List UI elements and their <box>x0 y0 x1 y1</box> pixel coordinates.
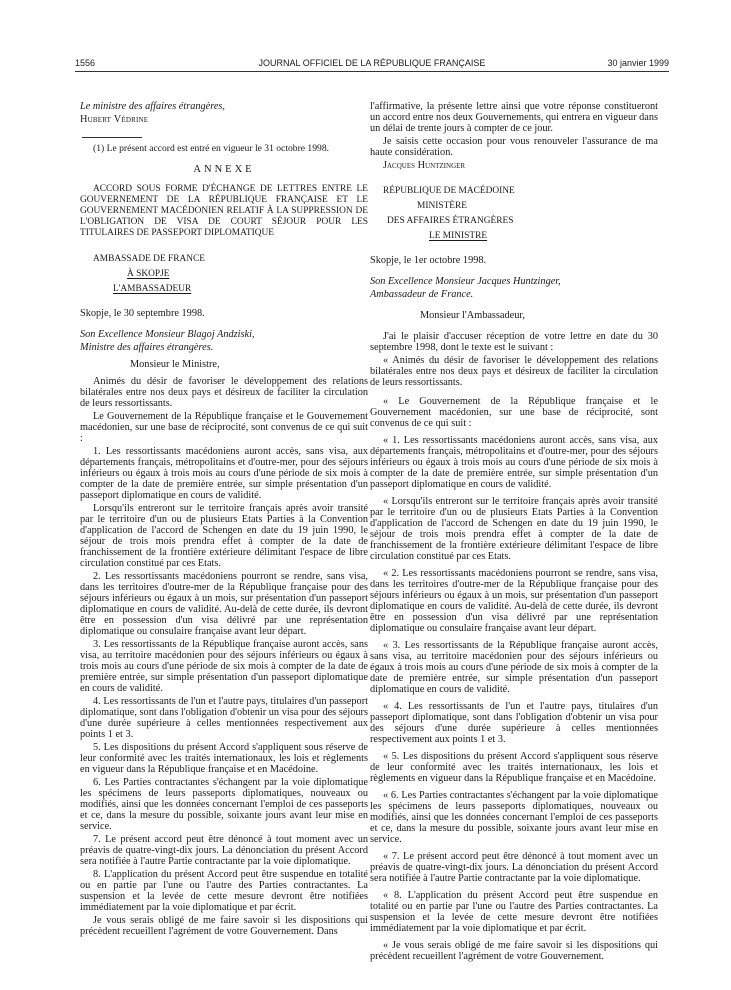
recipient-line-2: Ministre des affaires étrangères. <box>80 342 214 353</box>
quoted-paragraph: « 7. Le présent accord peut être dénoncé à tout moment avec un préavis de quatre-vingt-dix jours. La dénonciation du présent Accord sera notifiée à l'autre Partie contractante par la voie diplomatique. <box>370 851 658 884</box>
quoted-paragraph: « 8. L'application du présent Accord peut être suspendue en totalité ou en partie par l'une ou l'autre des Parties contractantes. La suspension et la levée de cette mesure devront être notifiées immédiatement par la voie diplomatique et par écrit. <box>370 890 658 934</box>
sender-address-line-4: LE MINISTRE <box>429 231 488 241</box>
page-number: 1556 <box>75 58 96 68</box>
salutation: Monsieur le Ministre, <box>130 359 220 370</box>
sender-address-line-2: MINISTÈRE <box>417 201 467 211</box>
body-paragraph: 2. Les ressortissants macédoniens pourront se rendre, sans visa, dans les territoires d'outre-mer de la République française pour des séjours inférieurs ou égaux à un mois, sur présentation d'un passeport diplomatique en cours de validité. Au-delà de cette durée, ils devront être en possession d'un visa délivré par une représentation diplomatique ou consulaire française avant leur départ. <box>80 571 368 637</box>
body-paragraph: Lorsqu'ils entreront sur le territoire français après avoir transité par le territoire d'un ou de plusieurs Etats Parties à la Convention d'application de l'accord de Schengen en date du 19 juin 1990, le séjour de trois mois prendra effet à compter de la date de franchissement de la frontière extérieure délimitant l'espace de libre circulation constitué par ces Etats. <box>80 503 368 569</box>
quoted-paragraph: « 2. Les ressortissants macédoniens pourront se rendre, sans visa, dans les territoires d'outre-mer de la République française pour des séjours inférieurs ou égaux à un mois, sur présentation d'un passeport diplomatique en cours de validité. Au-delà de cette durée, ils devront être en possession d'un visa délivré par une représentation diplomatique ou consulaire française avant leur départ. <box>370 568 658 634</box>
sender-address-line-1: RÉPUBLIQUE DE MACÉDOINE <box>383 186 515 196</box>
quoted-paragraph: « Je vous serais obligé de me faire savoir si les dispositions qui précèdent recueillent l'agrément de votre Gouvernement. <box>370 940 658 962</box>
right-column <box>370 101 658 964</box>
place-date: Skopje, le 1er octobre 1998. <box>370 255 487 266</box>
body-paragraph: 7. Le présent accord peut être dénoncé à tout moment avec un préavis de quatre-vingt-dix jours. La dénonciation du présent Accord sera notifiée à l'autre Partie contractante par la voie diplomatique. <box>80 834 368 867</box>
left-column <box>80 101 368 939</box>
body-paragraph: Animés du désir de favoriser le développement des relations bilatérales entre nos deux pays et désireux de faciliter la circulation de leurs ressortissants. <box>80 376 368 409</box>
footnote: (1) Le présent accord est entré en vigueur le 31 octobre 1998. <box>93 143 330 154</box>
quoted-paragraph: « 5. Les dispositions du présent Accord s'appliquent sous réserve de leur conformité avec les traités internationaux, les lois et règlements en vigueur dans la République française et en Macédoine. <box>370 751 658 784</box>
body-paragraph: 3. Les ressortissants de la République française auront accès, sans visa, au territoire macédonien pour des séjours inférieurs ou égaux à trois mois au cours d'une période de six mois à compter de la date de première entrée, sur simple présentation d'un passeport diplomatique en cours de validité. <box>80 639 368 694</box>
body-paragraph: 6. Les Parties contractantes s'échangent par la voie diplomatique les spécimens de leurs passeports diplomatiques, nouveaux ou modifiés, ainsi que les données concernant l'emploi de ces passeports et ce, dans la mesure du possible, soixante jours avant leur mise en service. <box>80 777 368 832</box>
salutation: Monsieur l'Ambassadeur, <box>420 310 525 321</box>
quoted-paragraph: « 4. Les ressortissants de l'un et l'autre pays, titulaires d'un passeport diplomatique, sont dans l'obligation d'obtenir un visa pour des séjours d'une durée supérieure à celles mentionnées respectivement aux points 1 et 3. <box>370 701 658 745</box>
footnote-rule <box>82 137 142 138</box>
recipient-line-1: Son Excellence Monsieur Blagoj Andziski, <box>80 329 255 340</box>
continuation-paragraph: l'affirmative, la présente lettre ainsi que votre réponse constitueront un accord entre nos deux Gouvernements, qui entrera en vigueur dans un délai de trente jours à compter de ce jour. <box>370 101 658 134</box>
quoted-paragraph: « 6. Les Parties contractantes s'échangent par la voie diplomatique les spécimens de leurs passeports diplomatiques, nouveaux ou modifiés, ainsi que les données concernant l'emploi de ces passeports et ce, dans la mesure du possible, soixante jours avant leur mise en service. <box>370 790 658 845</box>
issue-date: 30 janvier 1999 <box>607 58 669 68</box>
header-rule <box>75 71 669 72</box>
signer-name: Jacques Huntzinger <box>383 160 466 171</box>
place-date: Skopje, le 30 septembre 1998. <box>80 308 205 319</box>
signer-title: Le ministre des affaires étrangères, <box>80 101 226 112</box>
body-paragraph: Le Gouvernement de la République française et le Gouvernement macédonien, sur une base de réciprocité, sont convenus de ce qui suit : <box>80 411 368 444</box>
quoted-paragraph: « 1. Les ressortissants macédoniens auront accès, sans visa, aux départements français, métropolitains et d'outre-mer, pour des séjours inférieurs ou égaux à trois mois au cours d'une période de six mois à compter de la date de première entrée, sur simple présentation d'un passeport diplomatique en cours de validité. <box>370 435 658 490</box>
journal-title: JOURNAL OFFICIEL DE LA RÉPUBLIQUE FRANÇAISE <box>258 58 486 68</box>
recipient-line-2: Ambassadeur de France. <box>370 289 474 300</box>
accord-title: ACCORD SOUS FORME D'ÉCHANGE DE LETTRES ENTRE LE GOUVERNEMENT DE LA RÉPUBLIQUE FRANÇAISE ET LE GOUVERNEMENT MACÉDONIEN RELATIF À LA SUPPRESSION DE L'OBLIGATION DE VISA DE COURT SÉJOUR POUR LES TITULAIRES DE PASSEPORT DIPLOMATIQUE <box>80 184 368 238</box>
sender-address-line-3: L'AMBASSADEUR <box>113 284 192 294</box>
body-paragraph: 4. Les ressortissants de l'un et l'autre pays, titulaires d'un passeport diplomatique, sont dans l'obligation d'obtenir un visa pour des séjours d'une durée supérieure à celles mentionnées respectivement aux points 1 et 3. <box>80 696 368 740</box>
page-header <box>75 56 669 70</box>
body-paragraph: 1. Les ressortissants macédoniens auront accès, sans visa, aux départements français, métropolitains et d'outre-mer, pour des séjours inférieurs ou égaux à trois mois au cours d'une période de six mois à compter de la date de première entrée, sur simple présentation d'un passeport diplomatique en cours de validité. <box>80 446 368 501</box>
sender-address-line-2: À SKOPJE <box>127 269 170 279</box>
quoted-paragraph: « Lorsqu'ils entreront sur le territoire français après avoir transité par le territoire d'un ou de plusieurs Etats Parties à la Convention d'application de l'accord de Schengen en date du 19 juin 1990, le séjour de trois mois prendra effet à compter de la date de franchissement de la frontière extérieure délimitant l'espace de libre circulation constitué par ces Etats. <box>370 496 658 562</box>
body-paragraph: Je vous serais obligé de me faire savoir si les dispositions qui précèdent recueillent l'agrément de votre Gouvernement. Dans <box>80 915 368 937</box>
intro-paragraph: J'ai le plaisir d'accuser réception de votre lettre en date du 30 septembre 1998, dont le texte est le suivant : <box>370 331 658 353</box>
sender-address-line-1: AMBASSADE DE FRANCE <box>93 254 205 264</box>
signer-name: Hubert Védrine <box>80 114 149 125</box>
closing-paragraph: Je saisis cette occasion pour vous renouveler l'assurance de ma haute considération. <box>370 136 658 158</box>
sender-address-line-3: DES AFFAIRES ÉTRANGÈRES <box>387 216 514 226</box>
body-paragraph: 8. L'application du présent Accord peut être suspendue en totalité ou en partie par l'une ou l'autre des Parties contractantes. La suspension et la levée de cette mesure devront être notifiées immédiatement par la voie diplomatique et par écrit. <box>80 869 368 913</box>
body-paragraph: 5. Les dispositions du présent Accord s'appliquent sous réserve de leur conformité avec les traités internationaux, les lois et règlements en vigueur dans la République française et en Macédoine. <box>80 742 368 775</box>
quoted-paragraph: « Animés du désir de favoriser le développement des relations bilatérales entre nos deux pays et désireux de faciliter la circulation de leurs ressortissants. <box>370 355 658 388</box>
quoted-paragraph: « 3. Les ressortissants de la République française auront accès, sans visa, au territoire macédonien pour des séjours inférieurs ou égaux à trois mois au cours d'une période de six mois à compter de la date de première entrée, sur simple présentation d'un passeport diplomatique en cours de validité. <box>370 640 658 695</box>
recipient-line-1: Son Excellence Monsieur Jacques Huntzinger, <box>370 276 561 287</box>
quoted-paragraph: « Le Gouvernement de la République française et le Gouvernement macédonien, sur une base de réciprocité, sont convenus de ce qui suit : <box>370 396 658 429</box>
annexe-heading: ANNEXE <box>193 164 255 175</box>
